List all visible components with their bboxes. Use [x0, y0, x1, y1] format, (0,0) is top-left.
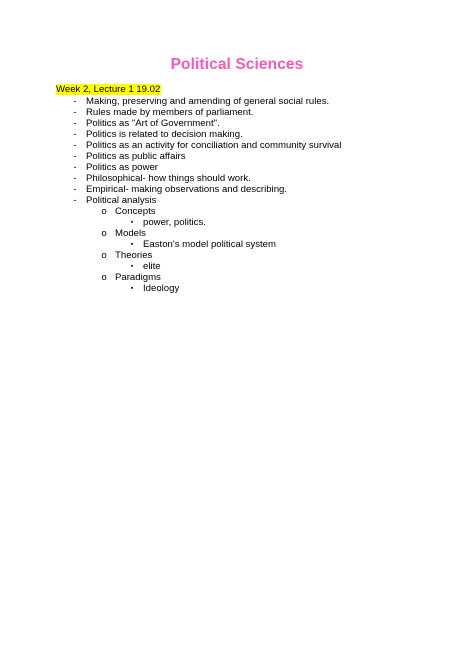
- list-item: [0, 206, 474, 217]
- list-item-text: Politics as public affairs: [86, 151, 186, 162]
- list-item: [0, 96, 474, 107]
- dash-bullet: -: [73, 140, 77, 151]
- circle-bullet: o: [101, 272, 107, 283]
- dash-bullet: -: [73, 173, 77, 184]
- list-item-text: Ideology: [143, 283, 180, 294]
- dash-bullet: -: [73, 118, 77, 129]
- list-item: [0, 217, 474, 228]
- list-item: [0, 228, 474, 239]
- circle-bullet: o: [101, 206, 107, 217]
- list-item-text: Easton's model political system: [143, 239, 277, 250]
- document-title: Political Sciences: [170, 56, 304, 73]
- list-item: [0, 283, 474, 294]
- list-item-text: Theories: [115, 250, 153, 261]
- dash-bullet: -: [73, 184, 77, 195]
- list-item-text: Paradigms: [115, 272, 161, 283]
- circle-bullet: o: [101, 228, 107, 239]
- square-bullet: ▪: [130, 285, 134, 292]
- list-item-text: Political analysis: [86, 195, 157, 206]
- dash-bullet: -: [73, 96, 77, 107]
- list-item-text: power, politics.: [143, 217, 206, 228]
- list-item-text: Philosophical- how things should work.: [86, 173, 251, 184]
- list-item-text: Politics as "Art of Government".: [86, 118, 220, 129]
- list-item: [0, 239, 474, 250]
- dash-bullet: -: [73, 162, 77, 173]
- dash-bullet: -: [73, 195, 77, 206]
- list-item-text: Politics is related to decision making.: [86, 129, 243, 140]
- circle-bullet: o: [101, 250, 107, 261]
- list-item: [0, 272, 474, 283]
- list-item-text: Models: [115, 228, 146, 239]
- list-item-text: Empirical- making observations and describing.: [86, 184, 288, 195]
- square-bullet: ▪: [130, 241, 134, 248]
- list-item: [0, 129, 474, 140]
- list-item: [0, 195, 474, 206]
- list-item-text: Concepts: [115, 206, 156, 217]
- lecture-heading: Week 2, Lecture 1 19.02: [56, 84, 161, 95]
- list-item: [0, 151, 474, 162]
- square-bullet: ▪: [130, 219, 134, 226]
- list-item: [0, 107, 474, 118]
- list-item-text: elite: [143, 261, 161, 272]
- list-item-text: Politics as power: [86, 162, 158, 173]
- list-item: [0, 140, 474, 151]
- list-item: [0, 250, 474, 261]
- list-item: [0, 173, 474, 184]
- dash-bullet: -: [73, 151, 77, 162]
- list-item: [0, 184, 474, 195]
- square-bullet: ▪: [130, 263, 134, 270]
- list-item: [0, 261, 474, 272]
- list-item: [0, 118, 474, 129]
- list-item-text: Rules made by members of parliament.: [86, 107, 254, 118]
- list-item-text: Making, preserving and amending of general social rules.: [86, 96, 330, 107]
- dash-bullet: -: [73, 129, 77, 140]
- list-item: [0, 162, 474, 173]
- list-item-text: Politics as an activity for conciliation and community survival: [86, 140, 342, 151]
- dash-bullet: -: [73, 107, 77, 118]
- notes-list: [0, 96, 474, 294]
